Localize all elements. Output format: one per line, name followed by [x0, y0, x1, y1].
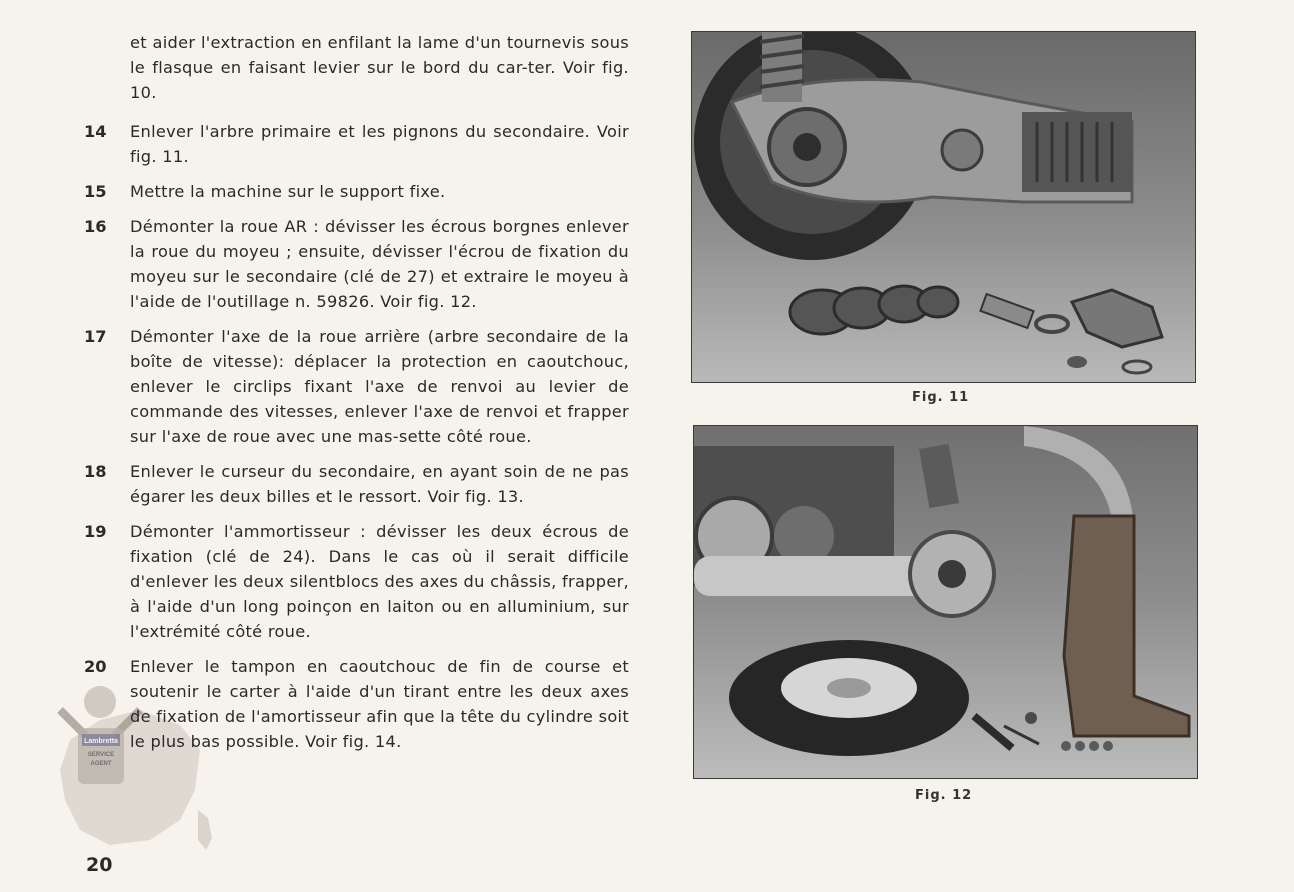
step-number: 18 — [84, 462, 107, 481]
corsica-shape — [198, 810, 212, 850]
step-14 — [84, 119, 629, 169]
step-text: Enlever l'arbre primaire et les pignons du secondaire. Voir fig. 11. — [130, 122, 629, 166]
step-15 — [84, 179, 629, 204]
step-18 — [84, 459, 629, 509]
step-number: 20 — [84, 657, 107, 676]
step-text: Enlever le tampon en caoutchouc de fin de course et soutenir le carter à l'aide d'un tirant entre les deux axes de fixation de l'amortisseur afin que la tête du cylindre soit le plus bas possible. Voir fig. 14. — [130, 657, 629, 751]
step-number: 14 — [84, 122, 107, 141]
watermark-agent: AGENT — [90, 761, 112, 767]
step-20 — [84, 654, 629, 754]
step-text: Démonter l'axe de la roue arrière (arbre secondaire de la boîte de vitesse): déplacer la protection en caoutchouc, enlever le circlips fixant l'axe de renvoi au levier de commande des vitesses, enlever l'axe de renvoi et frapper sur l'axe de roue avec une mas-sette côté roue. — [130, 327, 629, 446]
watermark-brand: Lambretta — [84, 738, 118, 745]
step-17 — [84, 324, 629, 449]
watermark-service: SERVICE — [87, 752, 115, 758]
intro-paragraph: et aider l'extraction en enfilant la lame d'un tournevis sous le flasque en faisant levier sur le bord du car-ter. Voir fig. 10. — [130, 33, 629, 102]
step-text: Enlever le curseur du secondaire, en ayant soin de ne pas égarer les deux billes et le ressort. Voir fig. 13. — [130, 462, 629, 506]
step-19 — [84, 519, 629, 644]
figure-11-photo — [691, 31, 1196, 383]
step-text: Mettre la machine sur le support fixe. — [130, 182, 446, 201]
step-number: 15 — [84, 182, 107, 201]
instruction-column — [84, 30, 629, 764]
step-number: 17 — [84, 327, 107, 346]
step-number: 16 — [84, 217, 107, 236]
figure-12-caption: Fig. 12 — [915, 788, 973, 803]
step-text: Démonter l'ammortisseur : dévisser les deux écrous de fixation (clé de 24). Dans le cas où il serait difficile d'enlever les deux silentblocs des axes du châssis, frapper, à l'aide d'un long poinçon en laiton ou en alluminium, sur l'extrémité côté roue. — [130, 522, 629, 641]
figure-12-photo — [693, 425, 1198, 779]
page-number: 20 — [86, 854, 113, 876]
figure-11-caption: Fig. 11 — [912, 390, 970, 405]
step-number: 19 — [84, 522, 107, 541]
step-16 — [84, 214, 629, 314]
step-text: Démonter la roue AR : dévisser les écrous borgnes enlever la roue du moyeu ; ensuite, dévisser l'écrou de fixation du moyeu sur le secondaire (clé de 27) et extraire le moyeu à l'aide de l'outillage n. 59826. Voir fig. 12. — [130, 217, 629, 311]
